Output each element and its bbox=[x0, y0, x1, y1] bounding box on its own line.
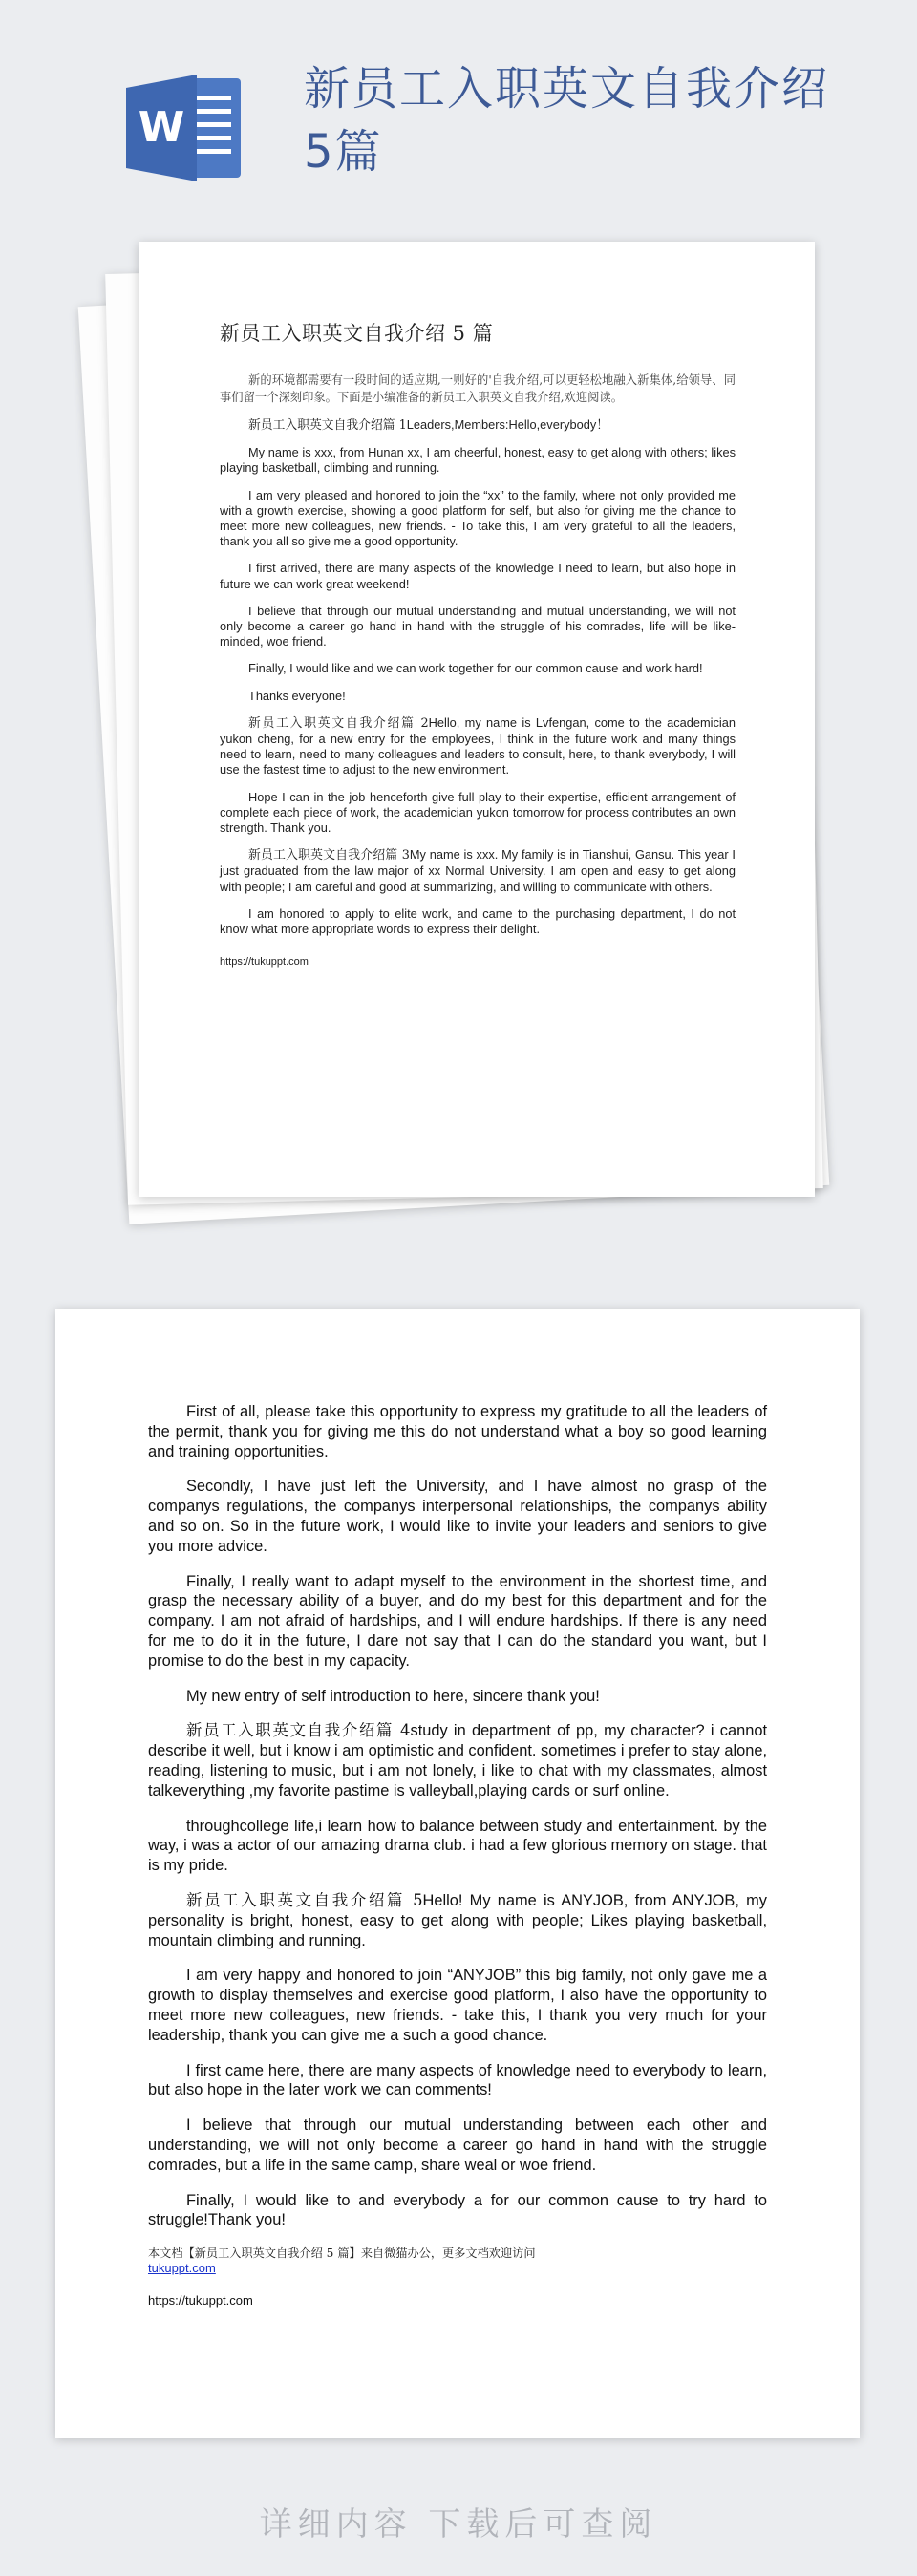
document-page-1 bbox=[139, 242, 815, 1197]
paragraph: Finally, I would like to and everybody a for our common cause to try hard to struggle!Thank you! bbox=[148, 2191, 767, 2229]
download-hint: 详细内容 下载后可查阅 bbox=[259, 2505, 658, 2544]
paragraph-text: Hello! My name is ANYJOB, from ANYJOB, my personality is bright, honest, easy to get along with people; Likes playing basketball, mountain climbing and running. bbox=[148, 1891, 767, 1949]
essay-label: 新员工入职英文自我介绍篇 1 bbox=[248, 418, 407, 433]
paragraph: I am very pleased and honored to join the “xx” to the family, where not only provided me with a growth exercise, showing a good platform for self, but also for giving me the chance to meet more new colleagues, new friends. - To take this, I am very grateful to all the leaders, thank you all so give me a good opportunity. bbox=[220, 487, 736, 549]
paragraph-text: My name is xxx. My family is in Tianshui, Gansu. This year I just graduated from the law major of xx Normal University. I am open and easy to get along with people; I am careful and good at summarizing, and willing to communicate with others. bbox=[220, 847, 736, 894]
paragraph: throughcollege life,i learn how to balance between study and entertainment. by the way, i was a actor of our amazing drama club. i had a few glorious memory on stage. that is my pride. bbox=[148, 1817, 767, 1875]
paragraph: I first came here, there are many aspects of knowledge need to everybody to learn, but also hope in the later work we can comments! bbox=[148, 2061, 767, 2099]
paragraph: I am honored to apply to elite work, and came to the purchasing department, I do not know what more appropriate words to express their delight. bbox=[220, 905, 736, 937]
intro-paragraph: 新的环境都需要有一段时间的适应期,一则好的'自我介绍,可以更轻松地融入新集体,给领导、同事们留一个深刻印象。下面是小编准备的新员工入职英文自我介绍,欢迎阅读。 bbox=[220, 373, 736, 404]
essay-label: 新员工入职英文自我介绍篇 4 bbox=[186, 1721, 411, 1740]
word-document-icon bbox=[126, 71, 250, 185]
header bbox=[0, 0, 917, 220]
paragraph: I first arrived, there are many aspects of the knowledge I need to learn, but also hope in future we can work great weekend! bbox=[220, 561, 736, 591]
paragraph: I believe that through our mutual understanding and mutual understanding, we will not only become a career go hand in hand with the struggle of his comrades, life will be like-minded, woe friend. bbox=[220, 603, 736, 649]
paragraph: Hope I can in the job henceforth give full play to their expertise, efficient arrangement of complete each piece of work, the academician yukon tomorrow for process contributes an own strength. Thank you. bbox=[220, 789, 736, 836]
essay-4-paragraph bbox=[148, 1721, 767, 1800]
source-note: 本文档【新员工入职英文自我介绍 5 篇】来自微猫办公，更多文档欢迎访问 bbox=[148, 2246, 536, 2261]
paragraph: Finally, I would like and we can work together for our common cause and work hard! bbox=[248, 661, 703, 676]
paragraph: Thanks everyone! bbox=[248, 688, 346, 703]
document-page-2 bbox=[55, 1309, 860, 2438]
paragraph: Finally, I really want to adapt myself to the environment in the shortest time, and grasp the necessary ability of a buyer, and do my best for this department and for the company. I am not afraid of hardships, and I will endure hardships. If there is any need for me to do it in the future, I dare not say that I can do the standard you want, but I promise to do the best in my capacity. bbox=[148, 1572, 767, 1670]
essay-label: 新员工入职英文自我介绍篇 2 bbox=[248, 715, 429, 731]
essay-1-heading bbox=[220, 417, 736, 434]
paragraph: My new entry of self introduction to here, sincere thank you! bbox=[186, 1687, 600, 1705]
paragraph: I am very happy and honored to join “ANYJOB” this big family, not only gave me a growth to display themselves and exercise good platform, I also have the opportunity to meet more new colleagues, new friends. - take this, I thank you very much for your leadership, thank you can give me a such a good chance. bbox=[148, 1967, 767, 2044]
page-title: 新员工入职英文自我介绍5篇 bbox=[304, 62, 830, 179]
essay-label: 新员工入职英文自我介绍篇 5 bbox=[186, 1890, 423, 1909]
paragraph: My name is xxx, from Hunan xx, I am cheerful, honest, easy to get along with others; likes playing basketball, climbing and running. bbox=[220, 445, 736, 476]
paragraph: Secondly, I have just left the University, and I have almost no grasp of the companys regulations, the companys interpersonal relationships, the companys ability and so on. So in the future work, I would like to invite your leaders and seniors to give you more advice. bbox=[148, 1478, 767, 1555]
svg-text:W: W bbox=[138, 103, 185, 152]
essay-3-paragraph bbox=[220, 847, 736, 895]
page-url: https://tukuppt.com bbox=[148, 2293, 253, 2309]
essay-label: 新员工入职英文自我介绍篇 3 bbox=[248, 848, 410, 863]
document-title: 新员工入职英文自我介绍 5 篇 bbox=[220, 322, 494, 345]
source-link[interactable]: tukuppt.com bbox=[148, 2261, 216, 2276]
paragraph-text: Leaders,Members:Hello,everybody！ bbox=[406, 417, 609, 432]
essay-5-paragraph bbox=[148, 1891, 767, 1950]
paragraph: First of all, please take this opportunity to express my gratitude to all the leaders of the permit, thank you for giving me this do not understand what a boy so good learning and training opportunities. bbox=[148, 1403, 767, 1460]
paragraph-text: Hello, my name is Lvfengan, come to the academician yukon cheng, for a new entry for the employees, I think in the future work and many things need to learn, need to many colleagues and leaders to consult, here, to thank everybody, I will use the fastest time to adjust to the new environment. bbox=[220, 714, 736, 777]
essay-2-paragraph bbox=[220, 715, 736, 778]
paragraph-text: study in department of pp, my character? i cannot describe it well, but i know i am optimistic and confident. sometimes i prefer to stay alone, reading, listening to music, but i am not lonely, i like to chat with my classmates, almost talkeverything ,my favorite pastime is valleyball,playing cards or surf online. bbox=[148, 1722, 768, 1799]
paragraph: I believe that through our mutual understanding between each other and understanding, we will not only become a career go hand in hand with the struggle comrades, but a life in the same camp, share weal or woe friend. bbox=[148, 2117, 767, 2174]
page-url: https://tukuppt.com bbox=[220, 956, 309, 969]
